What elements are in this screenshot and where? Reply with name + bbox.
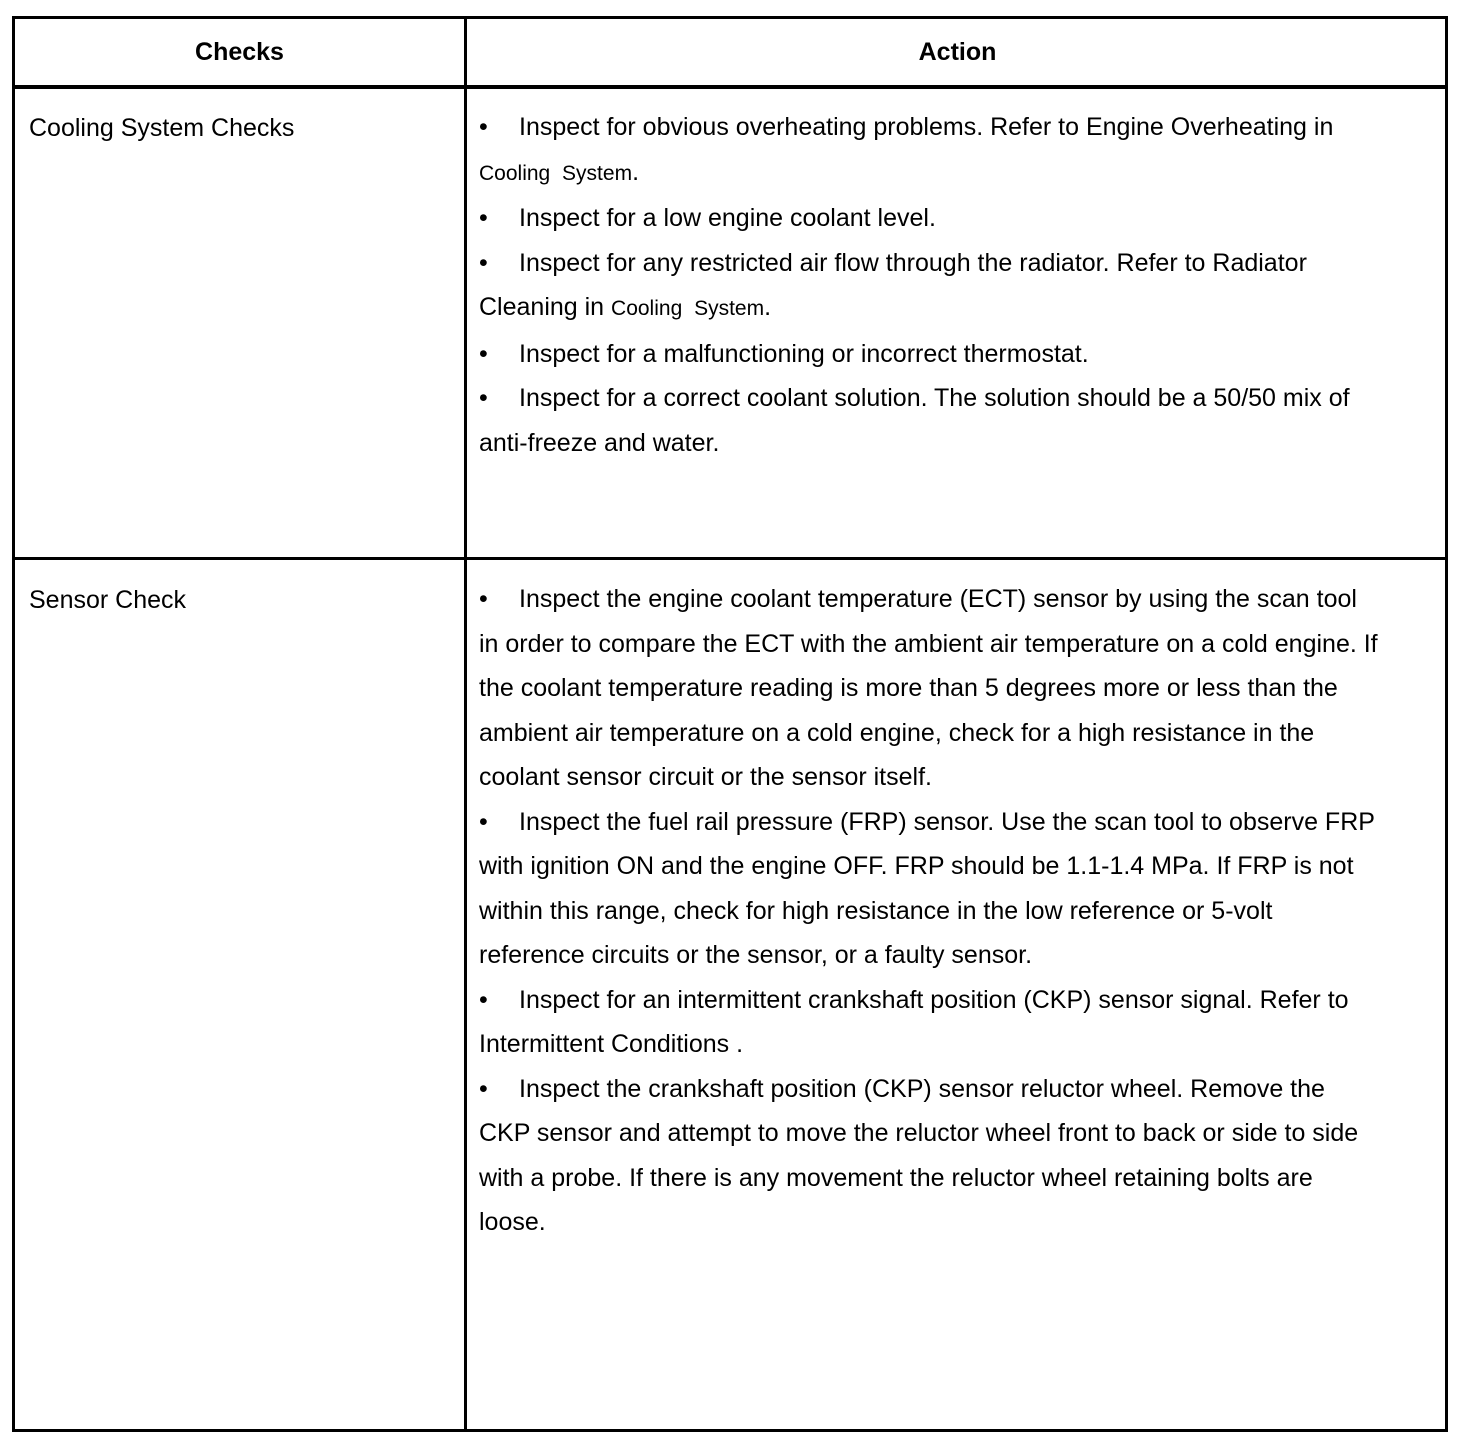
bullet-icon: • — [479, 113, 488, 141]
action-item — [479, 376, 1379, 465]
bullet-icon: • — [479, 985, 488, 1014]
action-item — [479, 800, 1379, 978]
check-sensor: Sensor Check — [29, 586, 187, 614]
check-cooling-system: Cooling System Checks — [29, 114, 295, 142]
action-text: Inspect for a correct coolant solution. The solution should be a 50/50 mix of anti-freeze and water. — [479, 384, 1350, 457]
action-text: Inspect the fuel rail pressure (FRP) sensor. Use the scan tool to observe FRP with ignition ON and the engine OFF. FRP should be 1.1-1.4 MPa. If FRP is not within this range, check for high resistance in the low reference or 5-volt reference circuits or the sensor, or a faulty sensor. — [479, 807, 1375, 969]
action-text: Inspect for a malfunctioning or incorrect thermostat. — [519, 339, 1089, 368]
action-text: Inspect the engine coolant temperature (ECT) sensor by using the scan tool in order to compare the ECT with the ambient air temperature on a cold engine. If the coolant temperature reading is more than 5 degrees more or less than the ambient air temperature on a cold engine, check for a high resistance in the coolant sensor circuit or the sensor itself. — [479, 585, 1378, 791]
action-suffix: . — [632, 157, 640, 186]
bullet-icon: • — [479, 1074, 488, 1103]
checks-action-table — [12, 16, 1448, 1432]
reference-link: Cooling System — [611, 297, 765, 320]
action-cell-cooling-system — [479, 105, 1379, 465]
action-text: Inspect the crankshaft position (CKP) sensor reluctor wheel. Remove the CKP sensor and attempt to move the reluctor wheel front to back or side to side with a probe. If there is any movement the reluctor wheel retaining bolts are loose. — [479, 1074, 1359, 1236]
row-divider — [15, 557, 1445, 560]
action-item — [479, 332, 1379, 377]
action-suffix: . — [764, 293, 772, 321]
action-text: Inspect for any restricted air flow through the radiator. Refer to Radiator Cleaning in — [479, 248, 1307, 321]
action-cell-sensor — [479, 577, 1379, 1245]
action-item — [479, 105, 1379, 196]
header-divider — [15, 85, 1445, 89]
action-item — [479, 1067, 1379, 1245]
header-checks: Checks — [195, 37, 284, 66]
action-item — [479, 577, 1379, 800]
bullet-icon: • — [479, 384, 488, 412]
column-divider — [464, 19, 467, 1429]
action-text: Inspect for a low engine coolant level. — [519, 204, 936, 232]
action-text: Inspect for an intermittent crankshaft position (CKP) sensor signal. Refer to Intermittent Conditions . — [479, 985, 1349, 1058]
action-item — [479, 196, 1379, 241]
bullet-icon: • — [479, 248, 488, 277]
action-text: Inspect for obvious overheating problems. Refer to Engine Overheating in — [519, 113, 1334, 141]
bullet-icon: • — [479, 807, 488, 836]
action-item — [479, 241, 1379, 332]
bullet-icon: • — [479, 339, 488, 368]
action-item — [479, 978, 1379, 1067]
bullet-icon: • — [479, 585, 488, 613]
bullet-icon: • — [479, 204, 488, 232]
reference-link: Cooling System — [479, 161, 633, 185]
header-action: Action — [918, 37, 997, 66]
